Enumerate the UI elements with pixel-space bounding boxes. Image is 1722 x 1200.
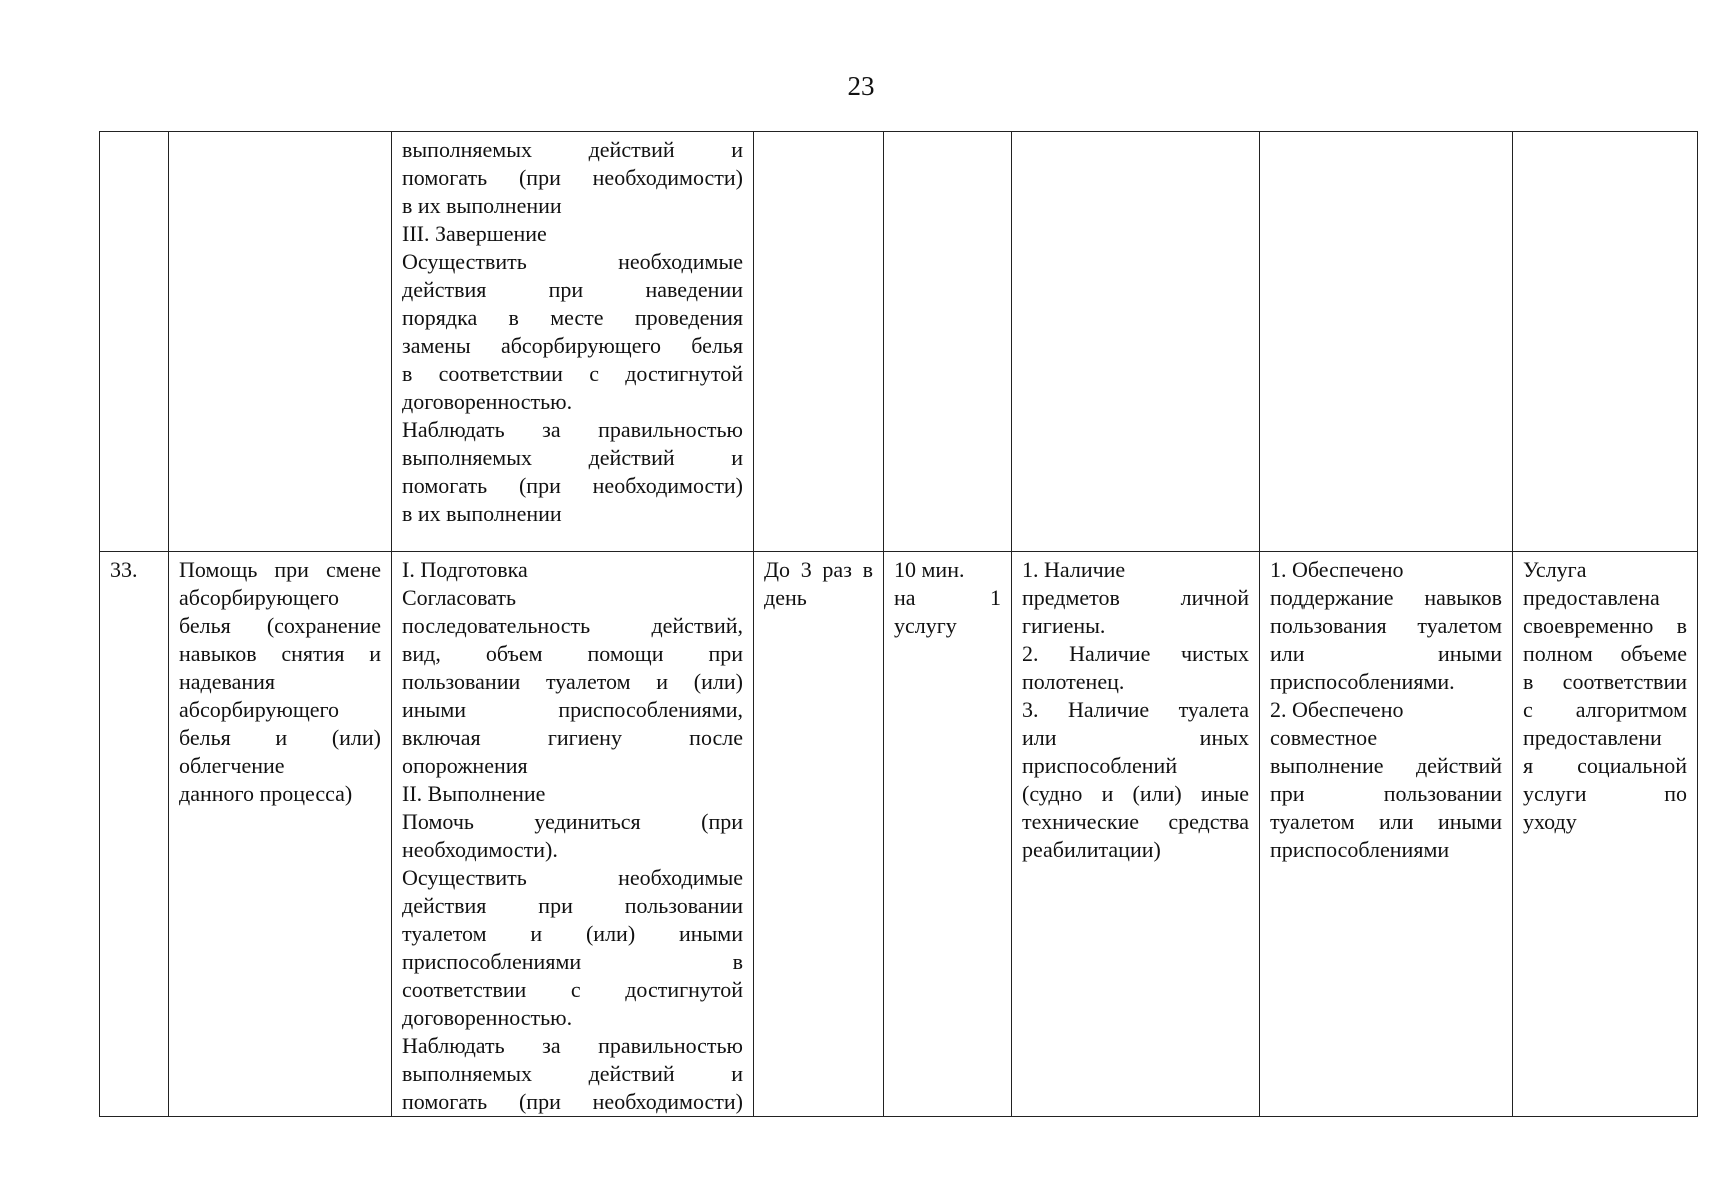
cell-number xyxy=(100,132,169,552)
cell-text-line: помогать (при необходимости) xyxy=(402,1089,743,1114)
cell-text-line: поддержание навыков xyxy=(1270,585,1502,610)
cell-text-line: порядка в месте проведения xyxy=(402,305,743,330)
cell-text-line: действия при наведении xyxy=(402,277,743,302)
cell-text-line: 2. Наличие чистых xyxy=(1022,641,1249,666)
cell-text-line: Наблюдать за правильностью xyxy=(402,1033,743,1058)
cell-text-line: II. Выполнение xyxy=(402,781,546,806)
cell-text-line: 3. Наличие туалета xyxy=(1022,697,1249,722)
cell-text-line: 10 мин. xyxy=(894,557,965,582)
cell-conditions xyxy=(1012,552,1260,1117)
cell-text-line: действия при пользовании xyxy=(402,893,743,918)
cell-text-line: я социальной xyxy=(1523,753,1687,778)
cell-text-line: последовательность действий, xyxy=(402,613,743,638)
cell-text-line: До 3 раз в xyxy=(764,557,873,582)
cell-text-line: технические средства xyxy=(1022,809,1249,834)
cell-text-line: облегчение xyxy=(179,753,285,778)
table-row-continuation xyxy=(100,132,1698,552)
cell-text-line: 1. Наличие xyxy=(1022,557,1126,582)
cell-text-line: туалетом или иными xyxy=(1270,809,1502,834)
cell-text-line: предоставлени xyxy=(1523,725,1662,750)
cell-service-name xyxy=(169,132,392,552)
cell-text-line: навыков снятия и xyxy=(179,641,381,666)
table-row-33 xyxy=(100,552,1698,1117)
cell-text-line: абсорбирующего xyxy=(179,585,340,610)
cell-frequency xyxy=(754,552,884,1117)
cell-duration xyxy=(884,132,1012,552)
cell-text-line: Осуществить необходимые xyxy=(402,249,743,274)
cell-text-line: помогать (при необходимости) xyxy=(402,165,743,190)
cell-text-line: полотенец. xyxy=(1022,669,1125,694)
cell-text-line: 1. Обеспечено xyxy=(1270,557,1404,582)
cell-text-line: выполняемых действий и xyxy=(402,445,743,470)
cell-text-line: при пользовании xyxy=(1270,781,1502,806)
cell-text-line: договоренностью. xyxy=(402,389,573,414)
cell-text-line: (судно и (или) иные xyxy=(1022,781,1249,806)
cell-text-line: замены абсорбирующего белья xyxy=(402,333,743,358)
cell-text-line: Помощь при смене xyxy=(179,557,381,582)
cell-text-line: данного процесса) xyxy=(179,781,353,806)
cell-text-line: предметов личной xyxy=(1022,585,1249,610)
cell-text-line: выполняемых действий и xyxy=(402,1061,743,1086)
cell-duration xyxy=(884,552,1012,1117)
cell-text-line: услугу xyxy=(894,613,957,638)
cell-text-line: с алгоритмом xyxy=(1523,697,1687,722)
cell-text-line: реабилитации) xyxy=(1022,837,1161,862)
cell-text-line: помогать (при необходимости) xyxy=(402,473,743,498)
cell-text-line: приспособлениями. xyxy=(1270,669,1455,694)
cell-text-line: опорожнения xyxy=(402,753,528,778)
services-table xyxy=(99,131,1698,1117)
cell-text-line: или иных xyxy=(1022,725,1249,750)
cell-frequency xyxy=(754,132,884,552)
cell-text-line: полном объеме xyxy=(1523,641,1687,666)
cell-number: 33. xyxy=(100,552,169,1117)
cell-text-line: день xyxy=(764,585,807,610)
cell-text-line: белья (сохранение xyxy=(179,613,381,638)
cell-text-line: Помочь уединиться (при xyxy=(402,809,743,834)
cell-conditions xyxy=(1012,132,1260,552)
cell-text-line: Услуга xyxy=(1523,557,1587,582)
cell-text-line: абсорбирующего xyxy=(179,697,340,722)
cell-text-line: соответствии с достигнутой xyxy=(402,977,743,1002)
cell-text-line: Осуществить необходимые xyxy=(402,865,743,890)
cell-text-line: или иными xyxy=(1270,641,1502,666)
cell-text-line: своевременно в xyxy=(1523,613,1687,638)
cell-text-line: в соответствии с достигнутой xyxy=(402,361,743,386)
cell-service-content xyxy=(392,552,754,1117)
cell-text-line: в их выполнении xyxy=(402,501,562,526)
cell-text-line: выполняемых действий и xyxy=(402,137,743,162)
cell-text-line: предоставлена xyxy=(1523,585,1660,610)
cell-text-line: приспособлениями xyxy=(1270,837,1450,862)
cell-text-line: уходу xyxy=(1523,809,1577,834)
cell-service-name xyxy=(169,552,392,1117)
cell-text-line: гигиены. xyxy=(1022,613,1106,638)
cell-results xyxy=(1260,552,1513,1117)
cell-assessment xyxy=(1513,552,1698,1117)
cell-text-line: пользования туалетом xyxy=(1270,613,1502,638)
cell-text-line: в соответствии xyxy=(1523,669,1687,694)
cell-text-line: вид, объем помощи при xyxy=(402,641,743,666)
cell-text-line: пользовании туалетом и (или) xyxy=(402,669,743,694)
cell-text-line: договоренностью. xyxy=(402,1005,573,1030)
cell-text-line: I. Подготовка xyxy=(402,557,528,582)
cell-assessment xyxy=(1513,132,1698,552)
cell-text-line: необходимости). xyxy=(402,837,558,862)
cell-text-line: белья и (или) xyxy=(179,725,381,750)
cell-text-line: III. Завершение xyxy=(402,221,547,246)
cell-text-line: услуги по xyxy=(1523,781,1687,806)
cell-text-line: на 1 xyxy=(894,585,1001,610)
cell-text-line: приспособлений xyxy=(1022,753,1178,778)
cell-text-line: надевания xyxy=(179,669,276,694)
cell-text-line: иными приспособлениями, xyxy=(402,697,743,722)
page-number: 23 xyxy=(847,71,875,101)
cell-text-line: включая гигиену после xyxy=(402,725,743,750)
cell-text-line: приспособлениями в xyxy=(402,949,743,974)
cell-text-line: выполнение действий xyxy=(1270,753,1502,778)
cell-text-line: в их выполнении xyxy=(402,193,562,218)
cell-results xyxy=(1260,132,1513,552)
cell-text-line: Наблюдать за правильностью xyxy=(402,417,743,442)
cell-text-line: совместное xyxy=(1270,725,1378,750)
cell-text-line: Согласовать xyxy=(402,585,517,610)
cell-service-content xyxy=(392,132,754,552)
cell-text-line: туалетом и (или) иными xyxy=(402,921,743,946)
cell-text-line: 2. Обеспечено xyxy=(1270,697,1404,722)
